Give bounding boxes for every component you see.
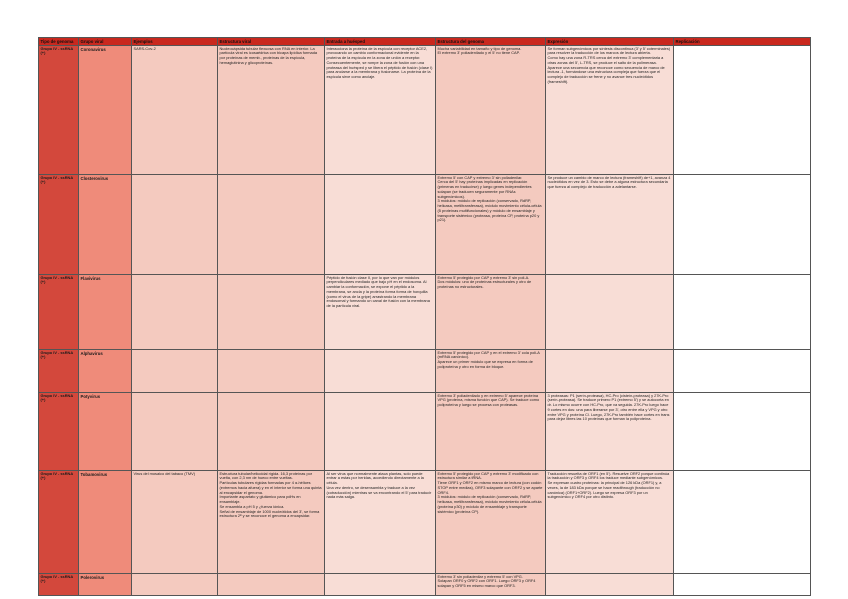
genome-structure-cell	[436, 350, 546, 393]
expression-cell-line: Aparece una secuencia que reconoce como secuencia de marco de lectura -1, formándose una estructura compleja que fuerza que el complejo de traducción se frene y no avance tres nucleótidos (frameshift).	[547, 64, 665, 84]
examples-cell	[132, 393, 218, 471]
genome-structure-cell-line: Extremo 3' sin poliadenilar y extremo 5' con VPG.	[437, 573, 523, 579]
viral-structure-cell	[218, 471, 325, 574]
header-row	[39, 38, 811, 46]
viral-group-cell: Alphavirus	[79, 350, 132, 393]
viral-structure-cell	[218, 46, 325, 175]
viral-group-cell: Closterovirus	[79, 175, 132, 275]
viral-group-cell: Flavivirus	[79, 275, 132, 350]
host-entry-cell	[325, 393, 436, 471]
host-entry-cell	[325, 275, 436, 350]
table-row	[39, 175, 811, 275]
viral-group-cell: Polerovirus	[79, 574, 132, 596]
host-entry-cell	[325, 574, 436, 596]
viral-structure-cell	[218, 175, 325, 275]
table-row	[39, 275, 811, 350]
genome-type-cell: Grupo IV - ssRNA (+)	[39, 46, 79, 175]
genome-structure-cell-line: Aparece un primer módulo que se expresa en forma de poliproteína y otro en forma de bloque.	[437, 359, 533, 369]
host-entry-cell-line: Consecuentemente, se rompe la zona de fusión con una proteasa del huésped y se libera el péptido de fusión (clase I) para anclarse a la membrana y fusionarse. La proteína de la espícula sirve como anclaje.	[326, 59, 433, 80]
viral-structure-cell-line: Importante aspartato y glutámico para pdHs en ensamblaje.	[219, 494, 301, 505]
expression-cell-line: 3 proteasas: P1 (serín-proteasa), HC-Pro (cisteín-proteasa) y 27K-Pro (serín-proteasa). Se traduce primero P1 (extremo 5') y se autocorta en dr. Lo mismo ocurre con HC-Pro, que va seguida. 27K-Pro luego hace 9 cortes en dos: una para liberarse por 3', otro entre ella y VPG y otro entre VPG y proteína Cl. Luego, 27K-Pro también hace cortes en trans para dejar libres las 10 proteínas que forman la poliproteína.	[547, 392, 670, 422]
table-row	[39, 350, 811, 393]
viral-structure-cell	[218, 574, 325, 596]
expression-cell-line: Se expresan cuatro proteínas: la principal de 126 kDa (ORF1) y, a veces, la de 183 kDa porque se hace readthrough (traducción no canónica) (ORF1+ORF2). Luego se expresa ORF3 por un subgenómico y ORF4 por otro distinto.	[547, 480, 662, 500]
expression-cell	[546, 393, 674, 471]
genome-type-cell: Grupo IV - ssRNA (+)	[39, 574, 79, 596]
replication-cell	[674, 574, 811, 596]
host-entry-cell	[325, 471, 436, 574]
genome-structure-cell-line: Solapan ORF0 y ORF2 con ORF1. Luego ORF3 y ORF4 solapan y ORF5 en mismo marco que ORF3.	[437, 578, 536, 589]
table-row	[39, 574, 811, 596]
host-entry-cell	[325, 350, 436, 393]
header-genoma: Estructura del genoma	[436, 38, 546, 46]
genome-structure-cell	[436, 46, 546, 175]
genome-structure-cell-line: Extremo 5' protegido por CAP y extremo 3' sin poli-A.	[437, 274, 530, 280]
viral-structure-cell-line: Estructura tubular/helicoidal rígida. 16,3 proteínas por vuelta, con 2,3 nm de hueco entre vueltas.	[219, 470, 313, 481]
header-grupo: Grupo viral	[79, 38, 132, 46]
genome-type-cell: Grupo IV - ssRNA (+)	[39, 393, 79, 471]
viral-structure-cell-line: Señal de ensamblaje de 1000 nucleótidos del 3', se forma estructura 2ª y se reconoce el genoma a encapsidar.	[219, 508, 320, 519]
table-row	[39, 393, 811, 471]
genome-structure-cell	[436, 393, 546, 471]
replication-cell	[674, 350, 811, 393]
genome-structure-cell	[436, 471, 546, 574]
table-row	[39, 46, 811, 175]
examples-cell	[132, 350, 218, 393]
host-entry-cell-line: Péptido de fusión clase II, por lo que van por módulos perpendiculares mediado que bajo pH en el endosoma. Al cambiar la conformación, se expone el péptido a la membrana, se ancla y la proteína forma forma de horquilla (como el virus de la gripe) arrastrando la membrana endosomal y formando un canal de fusión con la membrana de la partícula viral.	[326, 274, 430, 309]
expression-cell-line: Se forman subgenómicos por síntesis discontinua (3' y 5' coterminales) para resolver la traducción de los marcos de lectura abierta.	[547, 45, 671, 56]
viral-structure-cell-line: Partículas tubulares rígidas formadas por 4 α-hélices (extremos hacia afuera) y en el interior se forma una quinta al encapsidar el genoma.	[219, 480, 322, 495]
genome-structure-cell	[436, 574, 546, 596]
replication-cell	[674, 175, 811, 275]
viral-group-cell: Tobamovirus	[79, 471, 132, 574]
examples-cell	[132, 275, 218, 350]
header-replicacion: Replicación	[674, 38, 811, 46]
expression-cell	[546, 574, 674, 596]
genome-structure-cell-line: 3 módulos: módulo de replicación (conservado, RdRP, helicasa, metiltransferasa), módulo movimiento célula-célula (proteína p30) y módulo de ensamblaje y transporte sistémico (proteína CP).	[437, 494, 542, 514]
expression-cell	[546, 275, 674, 350]
genome-type-cell: Grupo IV - ssRNA (+)	[39, 471, 79, 574]
examples-cell	[132, 574, 218, 596]
genome-structure-cell-line: Extremo 5' protegido por CAP y en el extremo 3' cola poli-A (mRNA canónico).	[437, 349, 540, 360]
virus-table	[38, 37, 811, 596]
host-entry-cell-line: Una vez dentro, se desensambla y traduce a la vez (cotraducción) mientras se va encontrando el 5' para traducir nada más salga.	[326, 484, 432, 500]
genome-structure-cell-line: Cerca del 5' hay proteínas implicadas en replicación (primeras en traducirse) y luego genes independientes solapan (se traducen seguramente por RNAs subgenómicos).	[437, 179, 532, 199]
viral-structure-cell	[218, 393, 325, 471]
host-entry-cell-line: Interacciona la proteína de la espícula con receptor ACE2, provocando un cambio conformacional evidente en la proteína de la espícula en la zona de unión a receptor.	[326, 45, 428, 61]
host-entry-cell	[325, 175, 436, 275]
genome-structure-cell-line: El extremo 3' poliadenilado y el 5' no tiene CAP.	[437, 50, 520, 56]
table-row	[39, 471, 811, 574]
viral-structure-cell-line: Nucleocápsida tubular flexuosa con RNA en interior. La partícula viral es icosaédrica con bicapa lipídica formada por proteínas de memb., proteínas de la espícula, hemaglutinina y glicoproteínas.	[219, 45, 318, 65]
genome-type-cell: Grupo IV - ssRNA (+)	[39, 175, 79, 275]
genome-structure-cell-line: Extremo 3' poliadenilado y en extremo 5' aparece proteína VPG (proteína, misma función que CAP). Se traduce como poliproteína y luego se procesa con proteasas.	[437, 392, 540, 408]
header-expresion: Expresión	[546, 38, 674, 46]
expression-cell	[546, 46, 674, 175]
replication-cell	[674, 275, 811, 350]
table-body	[39, 46, 811, 596]
viral-group-cell: Potyvirus	[79, 393, 132, 471]
examples-cell	[132, 175, 218, 275]
genome-type-cell: Grupo IV - ssRNA (+)	[39, 350, 79, 393]
examples-cell: SARS-Cov-2	[132, 46, 218, 175]
genome-structure-cell	[436, 175, 546, 275]
genome-structure-cell-line: Dos módulos: uno de proteínas estructurales y otro de proteínas no estructurales.	[437, 279, 532, 290]
replication-cell	[674, 46, 811, 175]
replication-cell	[674, 471, 811, 574]
genome-structure-cell-line: 3 módulos: módulo de replicación (conservado, RdRP, helicasa, metiltransferasa), módulo movimiento célula-célula (5 proteínas multifuncionales) y módulo de ensamblaje y transporte sistémico (proteasa, proteína CP, proteína p20 y p21).	[437, 198, 542, 223]
examples-cell: Virus del mosaico del tabaco (TMV)	[132, 471, 218, 574]
replication-cell	[674, 393, 811, 471]
genome-structure-cell-line: Mucha variabilidad en tamaño y tipo de genoma.	[437, 45, 522, 51]
viral-structure-cell	[218, 275, 325, 350]
genome-structure-cell-line: Extremo 5' con CAP y extremo 3' sin poliadenilar.	[437, 174, 523, 180]
viral-group-cell: Coronavirus	[79, 46, 132, 175]
genome-structure-cell-line: Tiene ORF1 y ORF2 en mismo marco de lectura (con codón STOP entre medias), ORF3 solapante con ORF2 y se aparte ORF4.	[437, 480, 543, 495]
expression-cell	[546, 350, 674, 393]
genome-structure-cell-line: Extremo 5' protegido por CAP y extremo 3' modificado con estructura similar a tRNA.	[437, 470, 539, 481]
expression-cell	[546, 471, 674, 574]
header-tipo: Tipo de genoma	[39, 38, 79, 46]
host-entry-cell	[325, 46, 436, 175]
expression-cell-line: Como hay una zona R-TRS cerca del extremo 3' complementaria a otras zonas del 5', L-TRS, se produce el salto de la polimerasa.	[547, 55, 664, 65]
header-ejemplos: Ejemplos	[132, 38, 218, 46]
viral-structure-cell	[218, 350, 325, 393]
viral-structure-cell-line: Se ensambla a pH 5 y ¿fuerza iónica.	[219, 503, 285, 509]
expression-cell-line: Se produce un cambio de marco de lectura (frameshift) de+1, avanza 4 nucleótidos en vez de 3. Esto se debe a alguna estructura secundaria que fuerza al complejo de traducción a adelantarse.	[547, 174, 671, 190]
host-entry-cell-line: Al ser virus que normalmente ataca plantas, solo puede entrar a estas por heridas, accediendo directamente a la célula.	[326, 470, 424, 486]
expression-cell-line: Traducción resuelta de ORF1 (en 5'). Resuelve ORF2 porque continúa la traducción y ORF3 y ORF4 los traduce mediante subgenómicos.	[547, 470, 670, 481]
expression-cell	[546, 175, 674, 275]
header-estructura: Estructura viral	[218, 38, 325, 46]
header-entrada: Entrada a huésped	[325, 38, 436, 46]
genome-type-cell: Grupo IV - ssRNA (+)	[39, 275, 79, 350]
genome-structure-cell	[436, 275, 546, 350]
